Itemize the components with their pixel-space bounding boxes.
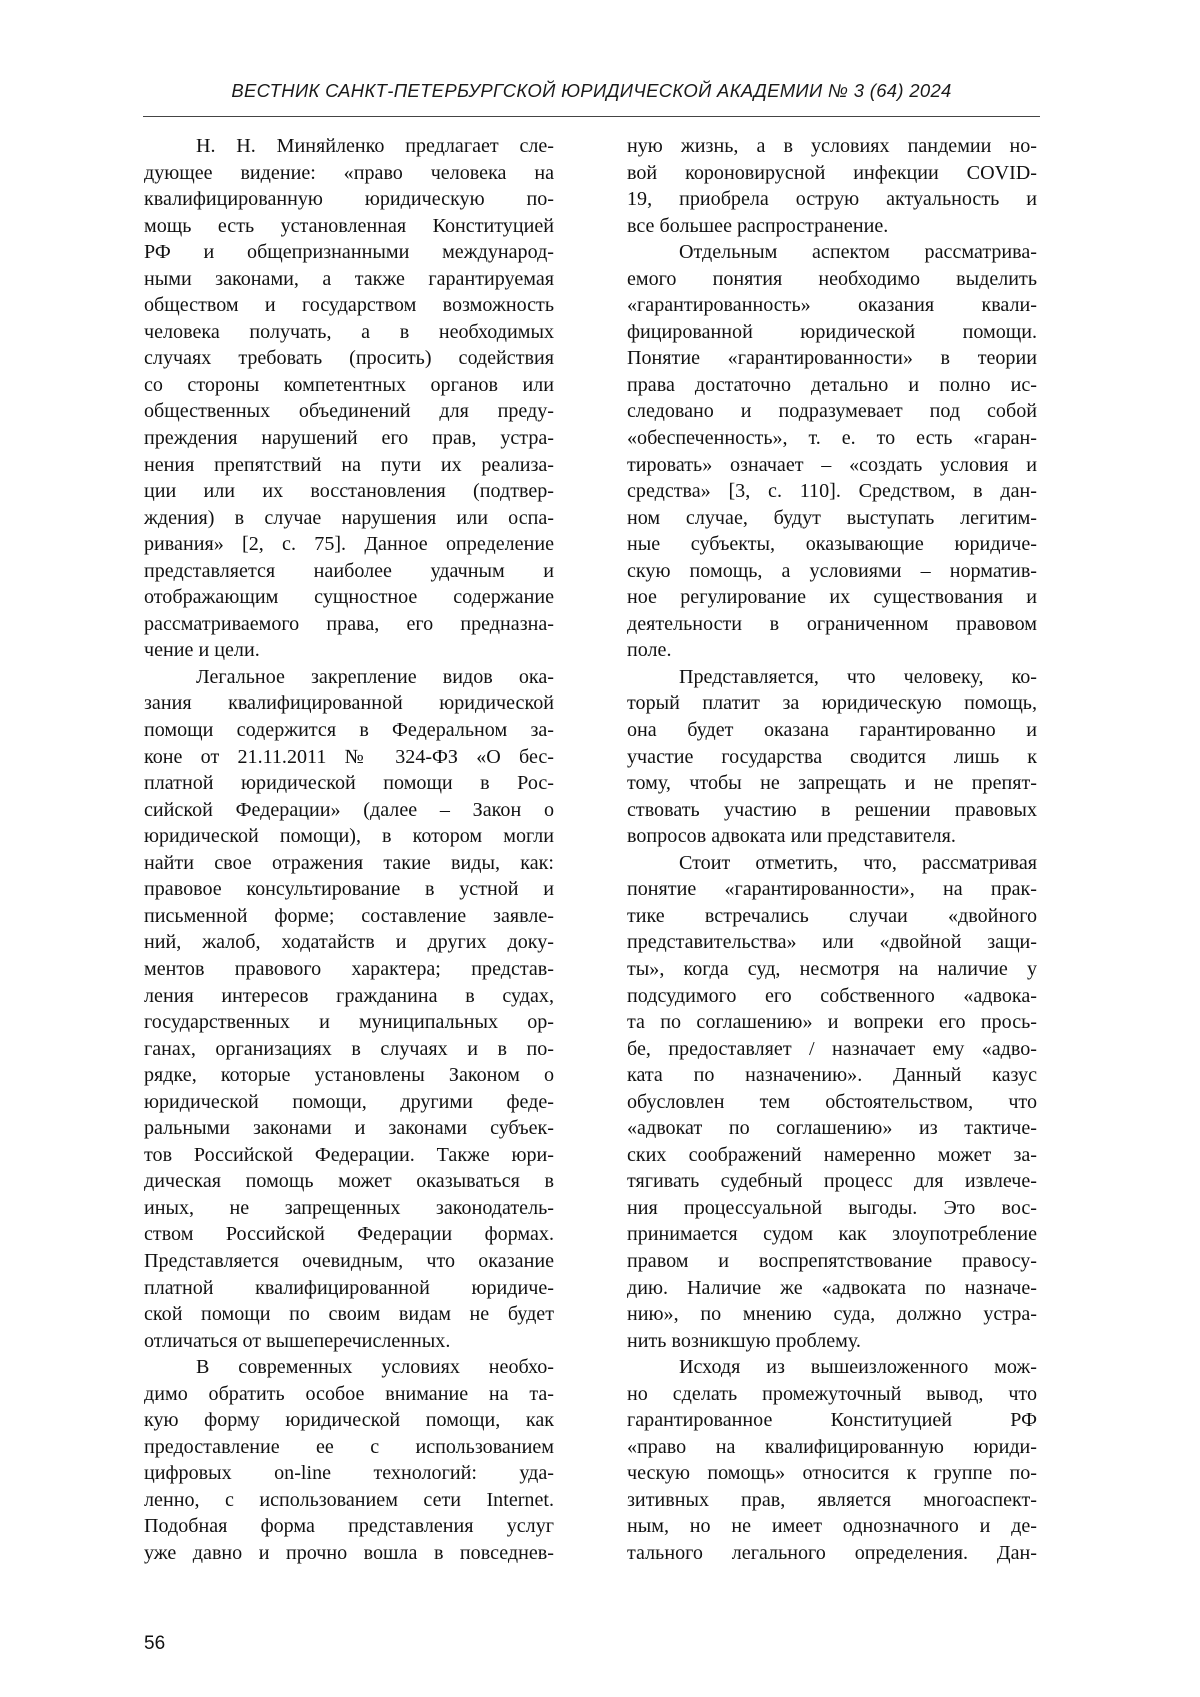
text-line: отображающим сущностное содержание: [144, 586, 554, 609]
text-line: ную жизнь, а в условиях пандемии но-: [627, 135, 1037, 157]
text-line: дию. Наличие же «адвоката по назначе-: [627, 1276, 1037, 1299]
text-line: отличаться от вышеперечисленных.: [144, 1329, 451, 1352]
text-line: 19, приобрела острую актуальность и: [627, 188, 1037, 211]
text-line: следовано и подразумевает под собой: [627, 400, 1037, 423]
text-line: тому, чтобы не запрещать и не препят-: [627, 772, 1037, 795]
text-line: Исходя из вышеизложенного мож-: [679, 1356, 1037, 1379]
paragraph: [144, 1354, 554, 1566]
text-line: зитивных прав, является многоаспект-: [627, 1488, 1037, 1511]
text-line: цифровых on-line технологий: уда-: [144, 1462, 554, 1485]
text-line: Представляется очевидным, что оказание: [144, 1249, 554, 1272]
text-line: чение и цели.: [144, 639, 260, 662]
text-line: рядке, которые установлены Законом о: [144, 1064, 554, 1087]
left-text-column: [144, 133, 554, 1567]
text-line: правом и воспрепятствование правосу-: [627, 1249, 1037, 1272]
text-line: уже давно и прочно вошла в повседнев-: [144, 1541, 554, 1564]
text-line: мощь есть установленная Конституцией: [144, 214, 554, 237]
header-divider: [143, 116, 1040, 117]
text-line: тировать» означает – «создать условия и: [627, 453, 1037, 476]
text-line: правовое консультирование в устной и: [144, 878, 554, 901]
text-line: Легальное закрепление видов ока-: [196, 665, 554, 688]
text-line: фицированной юридической помощи.: [627, 320, 1037, 343]
text-line: Отдельным аспектом рассматрива-: [679, 241, 1037, 264]
text-line: ния процессуальной выгоды. Это вос-: [627, 1196, 1037, 1219]
text-line: ний, жалоб, ходатайств и других доку-: [144, 931, 554, 954]
text-line: платной юридической помощи в Рос-: [144, 772, 554, 795]
text-line: письменной форме; составление заявле-: [144, 904, 554, 927]
text-line: Н. Н. Миняйленко предлагает сле-: [196, 135, 554, 157]
text-line: ты», когда суд, несмотря на наличие у: [627, 957, 1037, 980]
text-line: зания квалифицированной юридической: [144, 692, 554, 715]
text-line: представляется наиболее удачным и: [144, 559, 554, 582]
text-line: кую форму юридической помощи, как: [144, 1409, 554, 1432]
text-line: платной квалифицированной юридиче-: [144, 1276, 554, 1299]
right-text-column: [627, 133, 1037, 1567]
paragraph: [627, 133, 1037, 239]
text-line: юридической помощи), в котором могли: [144, 825, 554, 848]
text-line: принимается судом как злоупотребление: [627, 1223, 1037, 1246]
text-line: РФ и общепризнанными международ-: [144, 241, 554, 264]
text-line: «гарантированность» оказания квали-: [627, 294, 1037, 317]
text-line: тягивать судебный процесс для извлече-: [627, 1170, 1037, 1193]
text-line: димо обратить особое внимание на та-: [144, 1382, 554, 1405]
text-line: обществом и государством возможность: [144, 294, 554, 317]
text-line: иных, не запрещенных законодатель-: [144, 1196, 554, 1219]
text-line: тов Российской Федерации. Также юри-: [144, 1143, 554, 1166]
text-line: тального легального определения. Дан-: [627, 1541, 1037, 1564]
text-line: обусловлен тем обстоятельством, что: [627, 1090, 1037, 1113]
text-line: «адвокат по соглашению» из тактиче-: [627, 1117, 1037, 1140]
text-line: деятельности в ограниченном правовом: [627, 612, 1037, 635]
text-line: нию», по мнению суда, должно устра-: [627, 1303, 1037, 1326]
text-line: ные субъекты, оказывающие юридиче-: [627, 533, 1037, 556]
text-line: квалифицированную юридическую по-: [144, 188, 554, 211]
running-header: ВЕСТНИК САНКТ-ПЕТЕРБУРГСКОЙ ЮРИДИЧЕСКОЙ АКАДЕМИИ № 3 (64) 2024: [231, 80, 952, 101]
text-line: ских соображений намеренно может за-: [627, 1143, 1037, 1166]
text-line: ждения) в случае нарушения или оспа-: [144, 506, 554, 529]
text-line: торый платит за юридическую помощь,: [627, 692, 1037, 715]
text-line: права достаточно детально и полно ис-: [627, 373, 1037, 396]
text-line: случаях требовать (просить) содействия: [144, 347, 554, 370]
text-line: ривания» [2, с. 75]. Данное определение: [144, 533, 554, 556]
text-line: сийской Федерации» (далее – Закон о: [144, 798, 554, 821]
text-line: ментов правового характера; представ-: [144, 957, 554, 980]
text-line: преждения нарушений его прав, устра-: [144, 427, 554, 450]
text-line: тике встречались случаи «двойного: [627, 904, 1037, 927]
paragraph: [627, 664, 1037, 850]
text-line: общественных объединений для преду-: [144, 400, 554, 423]
text-line: емого понятия необходимо выделить: [627, 267, 1037, 290]
text-line: участие государства сводится лишь к: [627, 745, 1037, 768]
paragraph: [627, 239, 1037, 664]
text-line: понятие «гарантированности», на прак-: [627, 878, 1037, 901]
text-line: ленно, с использованием сети Internet.: [144, 1488, 554, 1511]
text-line: но сделать промежуточный вывод, что: [627, 1382, 1037, 1405]
page-number: 56: [144, 1633, 166, 1654]
text-line: ством Российской Федерации формах.: [144, 1223, 554, 1246]
text-line: средства» [3, с. 110]. Средством, в дан-: [627, 480, 1037, 503]
text-line: юридической помощи, другими феде-: [144, 1090, 554, 1113]
text-line: Понятие «гарантированности» в теории: [627, 347, 1037, 370]
text-line: поле.: [627, 639, 672, 662]
text-line: ской помощи по своим видам не будет: [144, 1303, 554, 1326]
text-line: Подобная форма представления услуг: [144, 1515, 554, 1538]
text-line: предоставление ее с использованием: [144, 1435, 554, 1458]
text-line: дическая помощь может оказываться в: [144, 1170, 554, 1193]
text-line: дующее видение: «право человека на: [144, 161, 554, 184]
text-line: вопросов адвоката или представителя.: [627, 825, 956, 848]
text-line: коне от 21.11.2011 № 324-ФЗ «О бес-: [144, 745, 554, 768]
text-line: нить возникшую проблему.: [627, 1329, 861, 1352]
text-line: ном случае, будут выступать легитим-: [627, 506, 1037, 529]
text-line: ции или их восстановления (подтвер-: [144, 480, 554, 503]
text-line: подсудимого его собственного «адвока-: [627, 984, 1037, 1007]
text-line: В современных условиях необхо-: [196, 1356, 554, 1379]
text-line: ганах, организациях в случаях и в по-: [144, 1037, 554, 1060]
text-line: со стороны компетентных органов или: [144, 373, 554, 396]
text-line: ствовать участию в решении правовых: [627, 798, 1037, 821]
paragraph: [144, 133, 554, 664]
text-line: гарантированное Конституцией РФ: [627, 1409, 1037, 1432]
paragraph: [144, 664, 554, 1354]
text-line: нения препятствий на пути их реализа-: [144, 453, 554, 476]
text-line: «право на квалифицированную юриди-: [627, 1435, 1037, 1458]
paragraph: [627, 850, 1037, 1354]
text-line: государственных и муниципальных ор-: [144, 1011, 554, 1034]
text-line: ческую помощь» относится к группе по-: [627, 1462, 1037, 1485]
text-line: Стоит отметить, что, рассматривая: [679, 851, 1037, 874]
text-line: скую помощь, а условиями – норматив-: [627, 559, 1037, 582]
text-line: человека получать, а в необходимых: [144, 320, 554, 343]
text-line: она будет оказана гарантированно и: [627, 719, 1037, 742]
text-line: ное регулирование их существования и: [627, 586, 1037, 609]
text-line: ральными законами и законами субъек-: [144, 1117, 554, 1140]
text-line: все большее распространение.: [627, 214, 889, 237]
text-line: Представляется, что человеку, ко-: [679, 665, 1037, 688]
text-line: помощи содержится в Федеральном за-: [144, 719, 554, 742]
text-line: бе, предоставляет / назначает ему «адво-: [627, 1037, 1037, 1060]
text-line: ката по назначению». Данный казус: [627, 1064, 1037, 1087]
text-line: та по соглашению» и вопреки его прось-: [627, 1011, 1037, 1034]
text-line: рассматриваемого права, его предназна-: [144, 612, 554, 635]
text-line: вой короновирусной инфекции COVID-: [627, 161, 1037, 184]
text-line: представительства» или «двойной защи-: [627, 931, 1037, 954]
text-line: ления интересов гражданина в судах,: [144, 984, 554, 1007]
text-line: ным, но не имеет однозначного и де-: [627, 1515, 1037, 1538]
text-line: «обеспеченность», т. е. то есть «гаран-: [627, 427, 1037, 450]
text-line: ными законами, а также гарантируемая: [144, 267, 554, 290]
paragraph: [627, 1354, 1037, 1566]
text-line: найти свое отражения такие виды, как:: [144, 851, 554, 874]
